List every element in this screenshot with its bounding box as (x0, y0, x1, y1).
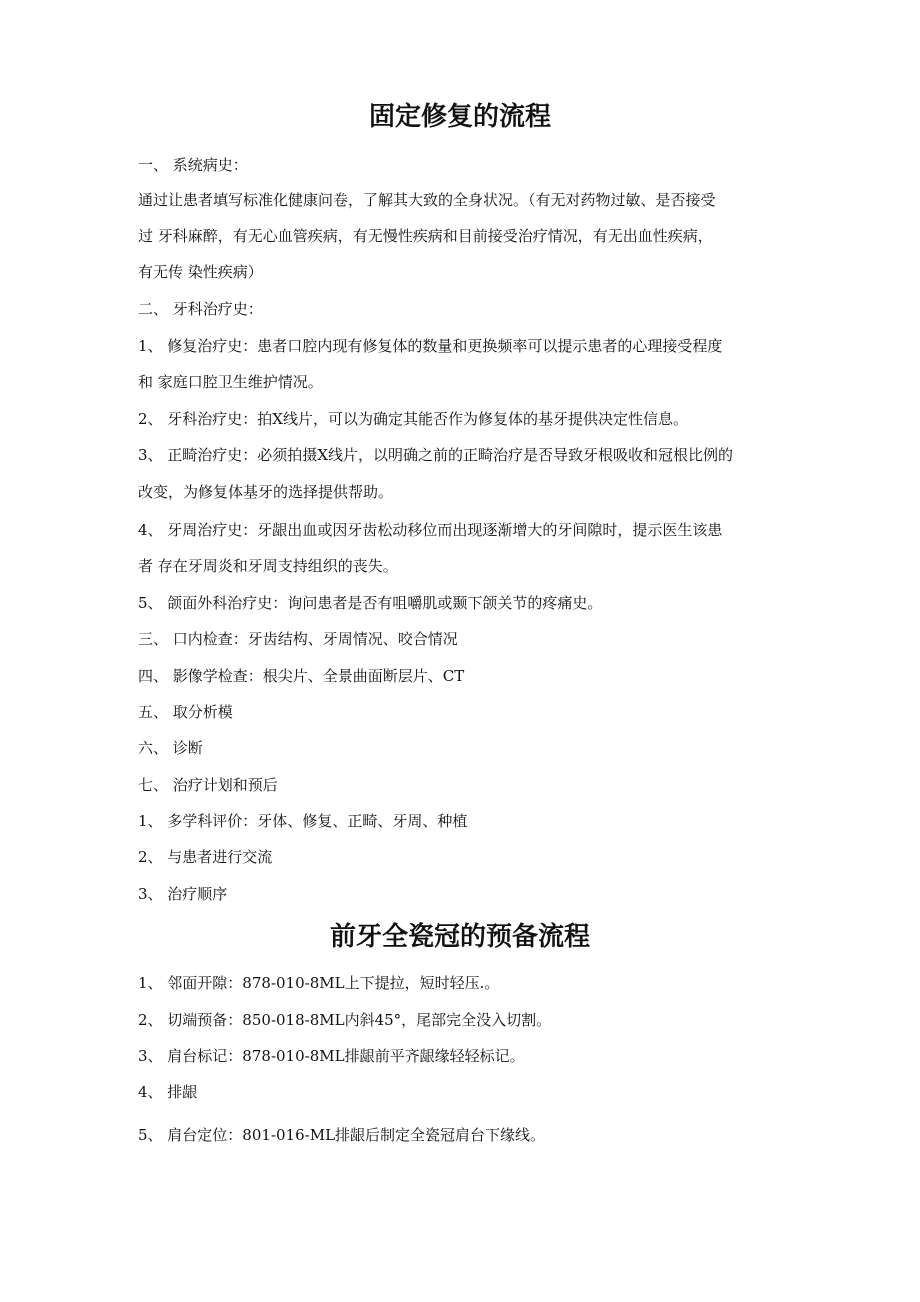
paragraph-line: 者 存在牙周炎和牙周支持组织的丧失。 (138, 557, 398, 575)
heading-imaging-exam: 四、 影像学检查：根尖片、全景曲面断层片、CT (138, 667, 465, 685)
paragraph-line: 改变，为修复体基牙的选择提供帮助。 (138, 483, 394, 501)
list-item: 4、 排龈 (138, 1083, 198, 1101)
list-item: 1、 邻面开隙：878-010-8ML上下提拉，短时轻压.。 (138, 974, 500, 992)
heading-diagnosis: 六、 诊断 (138, 739, 203, 757)
heading-treatment-plan: 七、 治疗计划和预后 (138, 776, 278, 794)
heading-systemic-history: 一、 系统病史： (138, 156, 248, 174)
paragraph-line: 3、 正畸治疗史：必须拍摄X线片，以明确之前的正畸治疗是否导致牙根吸收和冠根比例的 (138, 446, 733, 464)
document-title-anterior-crown-prep: 前牙全瓷冠的预备流程 (329, 922, 590, 952)
list-item: 2、 切端预备：850-018-8ML内斜45°，尾部完全没入切割。 (138, 1011, 552, 1029)
paragraph-line: 5、 颌面外科治疗史：询问患者是否有咀嚼肌或颞下颌关节的疼痛史。 (138, 594, 603, 612)
paragraph-line: 过 牙科麻醉，有无心血管疾病，有无慢性疾病和目前接受治疗情况，有无出血性疾病， (138, 227, 713, 245)
paragraph-line: 有无传 染性疾病） (138, 263, 263, 281)
list-item: 3、 治疗顺序 (138, 885, 228, 903)
paragraph-line: 1、 修复治疗史：患者口腔内现有修复体的数量和更换频率可以提示患者的心理接受程度 (138, 337, 723, 355)
paragraph-line: 2、 牙科治疗史：拍X线片，可以为确定其能否作为修复体的基牙提供决定性信息。 (138, 410, 688, 428)
paragraph-line: 和 家庭口腔卫生维护情况。 (138, 373, 323, 391)
heading-study-models: 五、 取分析模 (138, 703, 233, 721)
paragraph-line: 4、 牙周治疗史：牙龈出血或因牙齿松动移位而出现逐渐增大的牙间隙时，提示医生该患 (138, 521, 723, 539)
list-item: 5、 肩台定位：801-016-ML排龈后制定全瓷冠肩台下缘线。 (138, 1126, 546, 1144)
heading-dental-history: 二、 牙科治疗史： (138, 300, 263, 318)
heading-oral-exam: 三、 口内检查：牙齿结构、牙周情况、咬合情况 (138, 630, 458, 648)
list-item: 1、 多学科评价：牙体、修复、正畸、牙周、种植 (138, 812, 468, 830)
list-item: 3、 肩台标记：878-010-8ML排龈前平齐龈缘轻轻标记。 (138, 1047, 525, 1065)
list-item: 2、 与患者进行交流 (138, 848, 273, 866)
document-title-fixed-restoration: 固定修复的流程 (368, 102, 551, 132)
paragraph-line: 通过让患者填写标准化健康问卷，了解其大致的全身状况。（有无对药物过敏、是否接受 (138, 191, 716, 209)
